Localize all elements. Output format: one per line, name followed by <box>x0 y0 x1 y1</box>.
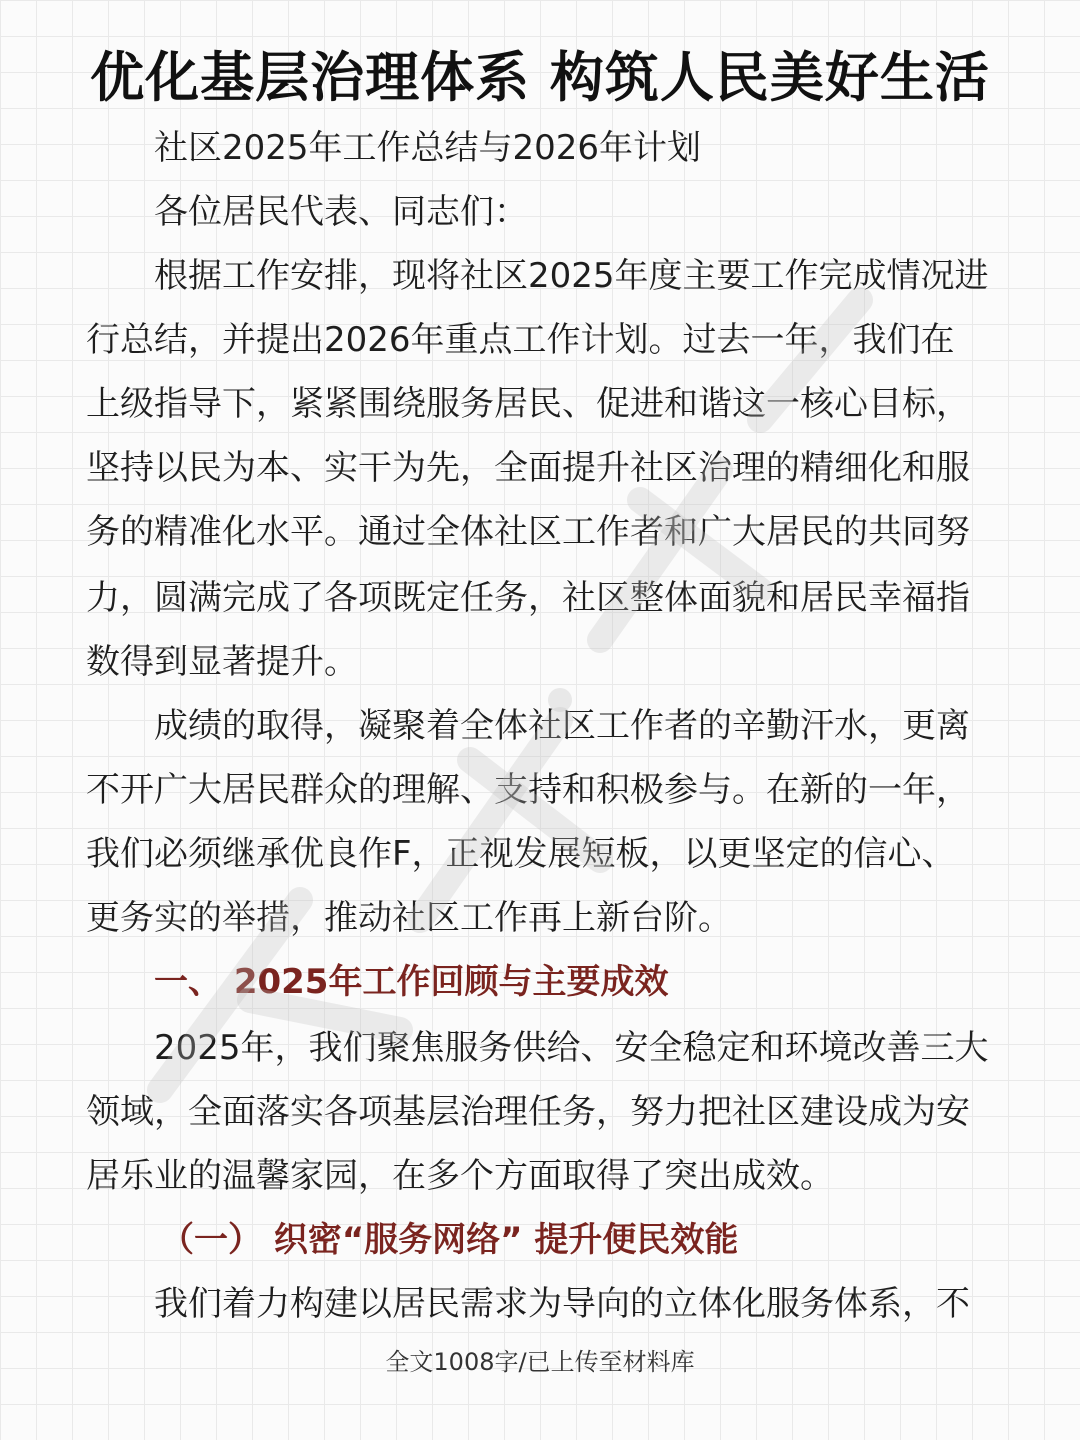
paragraph-line: 根据工作安排，现将社区2025年度主要工作完成情况进 <box>154 256 989 296</box>
paragraph-line: 数得到显著提升。 <box>86 642 358 682</box>
section-heading: 一、 2025年工作回顾与主要成效 <box>154 962 669 1002</box>
paragraph-line: 我们着力构建以居民需求为导向的立体化服务体系，不 <box>154 1284 970 1324</box>
subsection-heading: （一） 织密“服务网络” 提升便民效能 <box>160 1220 739 1260</box>
paragraph-line: 我们必须继承优良作F，正视发展短板，以更坚定的信心、 <box>86 834 956 874</box>
word-count-footer: 全文1008字/已上传至材料库 <box>385 1348 695 1376</box>
paragraph-line: 领域，全面落实各项基层治理任务，努力把社区建设成为安 <box>86 1092 970 1132</box>
paragraph-line: 2025年，我们聚焦服务供给、安全稳定和环境改善三大 <box>154 1028 989 1068</box>
paragraph-line: 力，圆满完成了各项既定任务，社区整体面貌和居民幸福指 <box>86 578 970 618</box>
document-title: 优化基层治理体系 构筑人民美好生活 <box>90 46 990 109</box>
paragraph-line: 更务实的举措，推动社区工作再上新台阶。 <box>86 898 732 938</box>
paragraph-line: 成绩的取得，凝聚着全体社区工作者的辛勤汗水，更离 <box>154 706 970 746</box>
paragraph-line: 不开广大居民群众的理解、支持和积极参与。在新的一年， <box>86 770 970 810</box>
greeting: 各位居民代表、同志们： <box>154 192 528 232</box>
paragraph-line: 居乐业的温馨家园，在多个方面取得了突出成效。 <box>86 1156 834 1196</box>
paragraph-line: 坚持以民为本、实干为先，全面提升社区治理的精细化和服 <box>86 448 970 488</box>
paragraph-line: 上级指导下，紧紧围绕服务居民、促进和谐这一核心目标， <box>86 384 970 424</box>
paragraph-line: 务的精准化水平。通过全体社区工作者和广大居民的共同努 <box>86 512 970 552</box>
paragraph-line: 行总结，并提出2026年重点工作计划。过去一年，我们在 <box>86 320 955 360</box>
document-subtitle: 社区2025年工作总结与2026年计划 <box>154 128 702 168</box>
